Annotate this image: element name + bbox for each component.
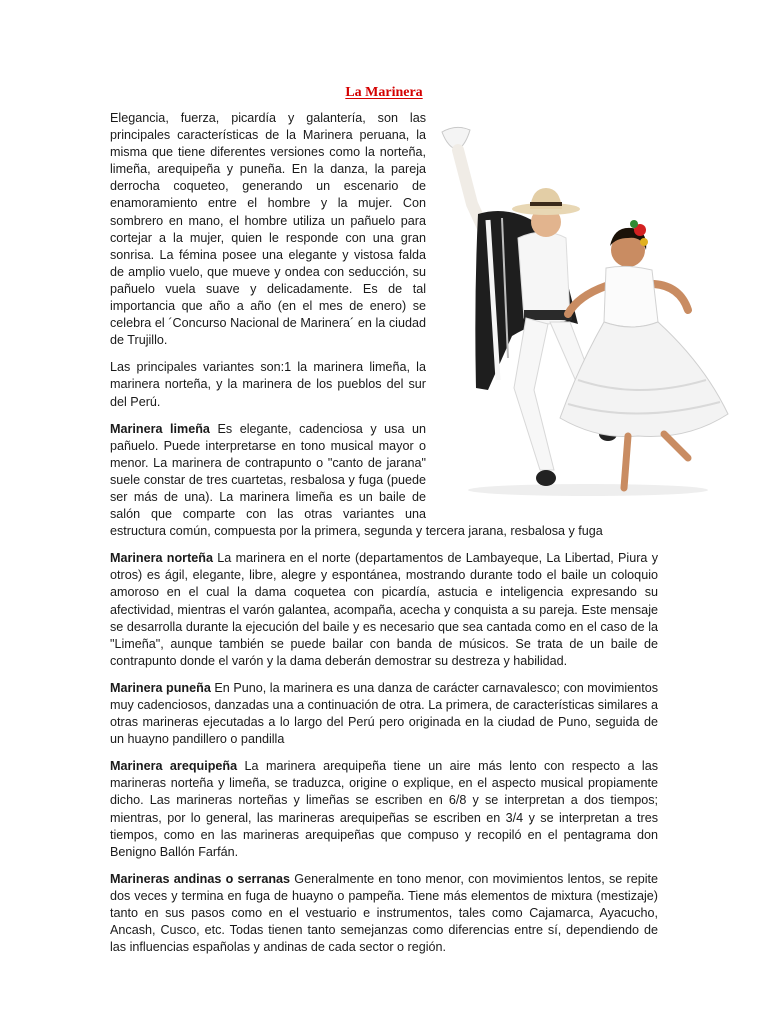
section-arequipena <box>110 758 658 861</box>
document-title: La Marinera <box>345 85 423 100</box>
section-body: Generalmente en tono menor, con movimientos lentos, se repite dos veces y termina en fuga de huayno o pampeña. Tiene más elementos de mixtura (mestizaje) tanto en sus pasos como en el vestuario e instrumentos, tales como Cajamarca, Ayacucho, Ancash, Cusco, etc. Todas tienen tanto semejanzas como diferencias entre sí, dependiendo de las influencias españolas y andinas de cada sector o región. <box>110 871 659 955</box>
section-body: En Puno, la marinera es una danza de carácter carnavalesco; con movimientos muy cadenciosos, danzadas una a continuación de otra. La primera, de características similares a otras marineras ejecutadas a lo largo del Perú pero originada en la ciudad de Puno, seguida de un huayno pandillero o pandilla <box>110 680 658 747</box>
section-body: La marinera arequipeña tiene un aire más lento con respecto a las marineras norteña y limeña, se traduzca, origine o explique, en el aspecto musical propiamente dicho. Las marineras norteñas y limeñas se escriben en 6/8 y se interpretan a dos tiempos; mientras, por lo general, las marineras arequipeñas se escriben en 3/4 y se interpretan a tres tiempos, como en las marineras arequipeñas que compuso y recopiló en el pentagrama don Benigno Ballón Farfán. <box>110 759 658 859</box>
section-heading: Marineras andinas o serranas <box>110 871 291 886</box>
section-andinas <box>110 871 658 956</box>
section-heading: Marinera limeña <box>110 421 210 436</box>
intro-paragraph: Elegancia, fuerza, picardía y galantería, son las principales características de la Marinera peruana, la misma que tiene diferentes versiones como la norteña, limeña, arequipeña y puneña. En la danza, la pareja derrocha coqueteo, generando un escenario de enamoramiento entre el hombre y la mujer. Con sombrero en mano, el hombre utiliza un pañuelo para cortejar a la mujer, quien le responde con una gran sonrisa. La fémina posee una elegante y vistosa falda de amplio vuelo, que mueve y ondea con seducción, su pañuelo vuela suave y delicadamente. Es de tal importancia que año a año (en el mes de enero) se celebra el ´Concurso Nacional de Marinera´ en la ciudad de Trujillo. <box>110 111 426 348</box>
section-heading: Marinera puneña <box>110 680 211 695</box>
document-body <box>110 110 658 966</box>
section-heading: Marinera norteña <box>110 551 213 566</box>
section-punena <box>110 680 658 748</box>
section-body: Es elegante, cadenciosa y usa un pañuelo. Puede interpretarse en tono musical mayor o menor. La marinera de contrapunto o "canto de jarana" suele constar de tres cuartetas, resbalosa y fuga (puede ser más de una). La marinera limeña es un baile de salón que comparte con las otras variantes una estructura común, compuesta por la primera, segunda y tercera jarana, resbalosa y fuga <box>110 421 603 539</box>
section-nortena <box>110 550 658 670</box>
section-heading: Marinera arequipeña <box>110 759 238 774</box>
image-wrap-spacer <box>426 110 658 508</box>
variants-paragraph: Las principales variantes son:1 la marinera limeña, la marinera norteña, y la marinera de los pueblos del sur del Perú. <box>110 360 426 409</box>
section-body: La marinera en el norte (departamentos de Lambayeque, La Libertad, Piura y otros) es ágil, elegante, libre, alegre y espontánea, mostrando durante todo el baile un coloquio amoroso en el cual la dama coquetea con picardía, astucia e inteligencia expresando su afectividad, mientras el varón galantea, acompaña, acecha y conquista a su pareja. Este mensaje se desarrolla durante la ejecución del baile y es necesario que sea cantada como en el caso de la "Limeña", aunque también se puede bailar con banda de músicos. Se trata de un baile de contrapunto donde el varón y la dama deberán demostrar su destreza y habilidad. <box>110 551 658 668</box>
